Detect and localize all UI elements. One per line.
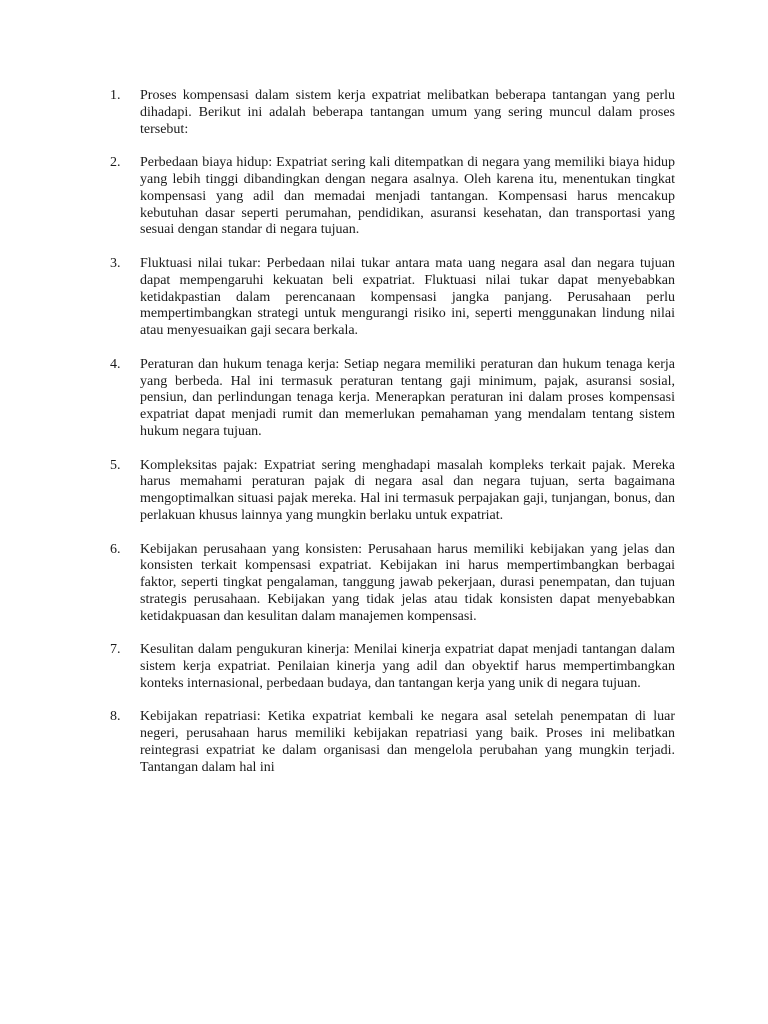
list-item-number: 5. <box>110 457 121 473</box>
list-item <box>110 88 675 138</box>
list-item <box>110 357 675 441</box>
list-item-number: 1. <box>110 88 121 103</box>
list-item <box>110 709 675 776</box>
list-item <box>110 458 675 525</box>
list-item-number: 8. <box>110 709 121 725</box>
list-item-text: Perbedaan biaya hidup: Expatriat sering kali ditempatkan di negara yang memiliki biaya hidup yang lebih tinggi dibandingkan dengan negara asalnya. Oleh karena itu, menentukan tingkat kompensasi yang adil dan memadai menjadi tantangan. Kompensasi harus mencakup kebutuhan dasar seperti perumahan, pendidikan, asuransi kesehatan, dan transportasi yang sesuai dengan standar di negara tujuan. <box>140 155 675 238</box>
list-item-text: Kebijakan repatriasi: Ketika expatriat kembali ke negara asal setelah penempatan di luar negeri, perusahaan harus memiliki kebijakan repatriasi yang baik. Proses ini melibatkan reintegrasi expatriat ke dalam organisasi dan mengelola perubahan yang mungkin terjadi. Tantangan dalam hal ini <box>140 709 675 775</box>
list-item <box>110 642 675 692</box>
list-item-number: 2. <box>110 155 121 171</box>
list-item-number: 7. <box>110 642 121 658</box>
list-item-text: Kesulitan dalam pengukuran kinerja: Menilai kinerja expatriat dapat menjadi tantangan dalam sistem kerja expatriat. Penilaian kinerja yang adil dan obyektif harus mempertimbangkan konteks internasional, perbedaan budaya, dan tantangan kerja yang unik di negara tujuan. <box>140 642 675 691</box>
list-item-text: Kompleksitas pajak: Expatriat sering menghadapi masalah kompleks terkait pajak. Mereka harus memahami peraturan pajak di negara asal dan negara tujuan, serta bagaimana mengoptimalkan situasi pajak mereka. Hal ini termasuk perpajakan gaji, tunjangan, bonus, dan perlakuan khusus lainnya yang mungkin berlaku untuk expatriat. <box>140 457 675 523</box>
list-item <box>110 256 675 340</box>
list-item-number: 6. <box>110 541 121 557</box>
list-item-number: 3. <box>110 255 121 271</box>
numbered-list <box>110 88 675 793</box>
list-item-text: Kebijakan perusahaan yang konsisten: Perusahaan harus memiliki kebijakan yang jelas dan konsisten terkait kompensasi expatriat. Kebijakan ini harus mempertimbangkan berbagai faktor, seperti tingkat pengalaman, tanggung jawab pekerjaan, durasi penempatan, dan tujuan strategis perusahaan. Kebijakan yang tidak jelas atau tidak konsisten dapat menyebabkan ketidakpuasan dan kesulitan dalam manajemen kompensasi. <box>140 541 675 624</box>
list-item <box>110 155 675 239</box>
list-item-number: 4. <box>110 356 121 372</box>
list-item-text: Proses kompensasi dalam sistem kerja expatriat melibatkan beberapa tantangan yang perlu dihadapi. Berikut ini adalah beberapa tantangan umum yang sering muncul dalam proses tersebut: <box>140 88 675 137</box>
list-item-text: Fluktuasi nilai tukar: Perbedaan nilai tukar antara mata uang negara asal dan negara tujuan dapat mempengaruhi kekuatan beli expatriat. Fluktuasi nilai tukar dapat menyebabkan ketidakpastian dalam perencanaan kompensasi jangka panjang. Perusahaan perlu mempertimbangkan strategi untuk mengurangi risiko ini, seperti menggunakan lindung nilai atau menyesuaikan gaji secara berkala. <box>140 255 675 339</box>
list-item <box>110 542 675 626</box>
list-item-text: Peraturan dan hukum tenaga kerja: Setiap negara memiliki peraturan dan hukum tenaga kerja yang berbeda. Hal ini termasuk peraturan tentang gaji minimum, pajak, asuransi sosial, pensiun, dan perlindungan tenaga kerja. Menerapkan peraturan ini dalam proses kompensasi expatriat dapat menjadi rumit dan memerlukan pemahaman yang mendalam tentang sistem hukum negara tujuan. <box>140 356 675 439</box>
